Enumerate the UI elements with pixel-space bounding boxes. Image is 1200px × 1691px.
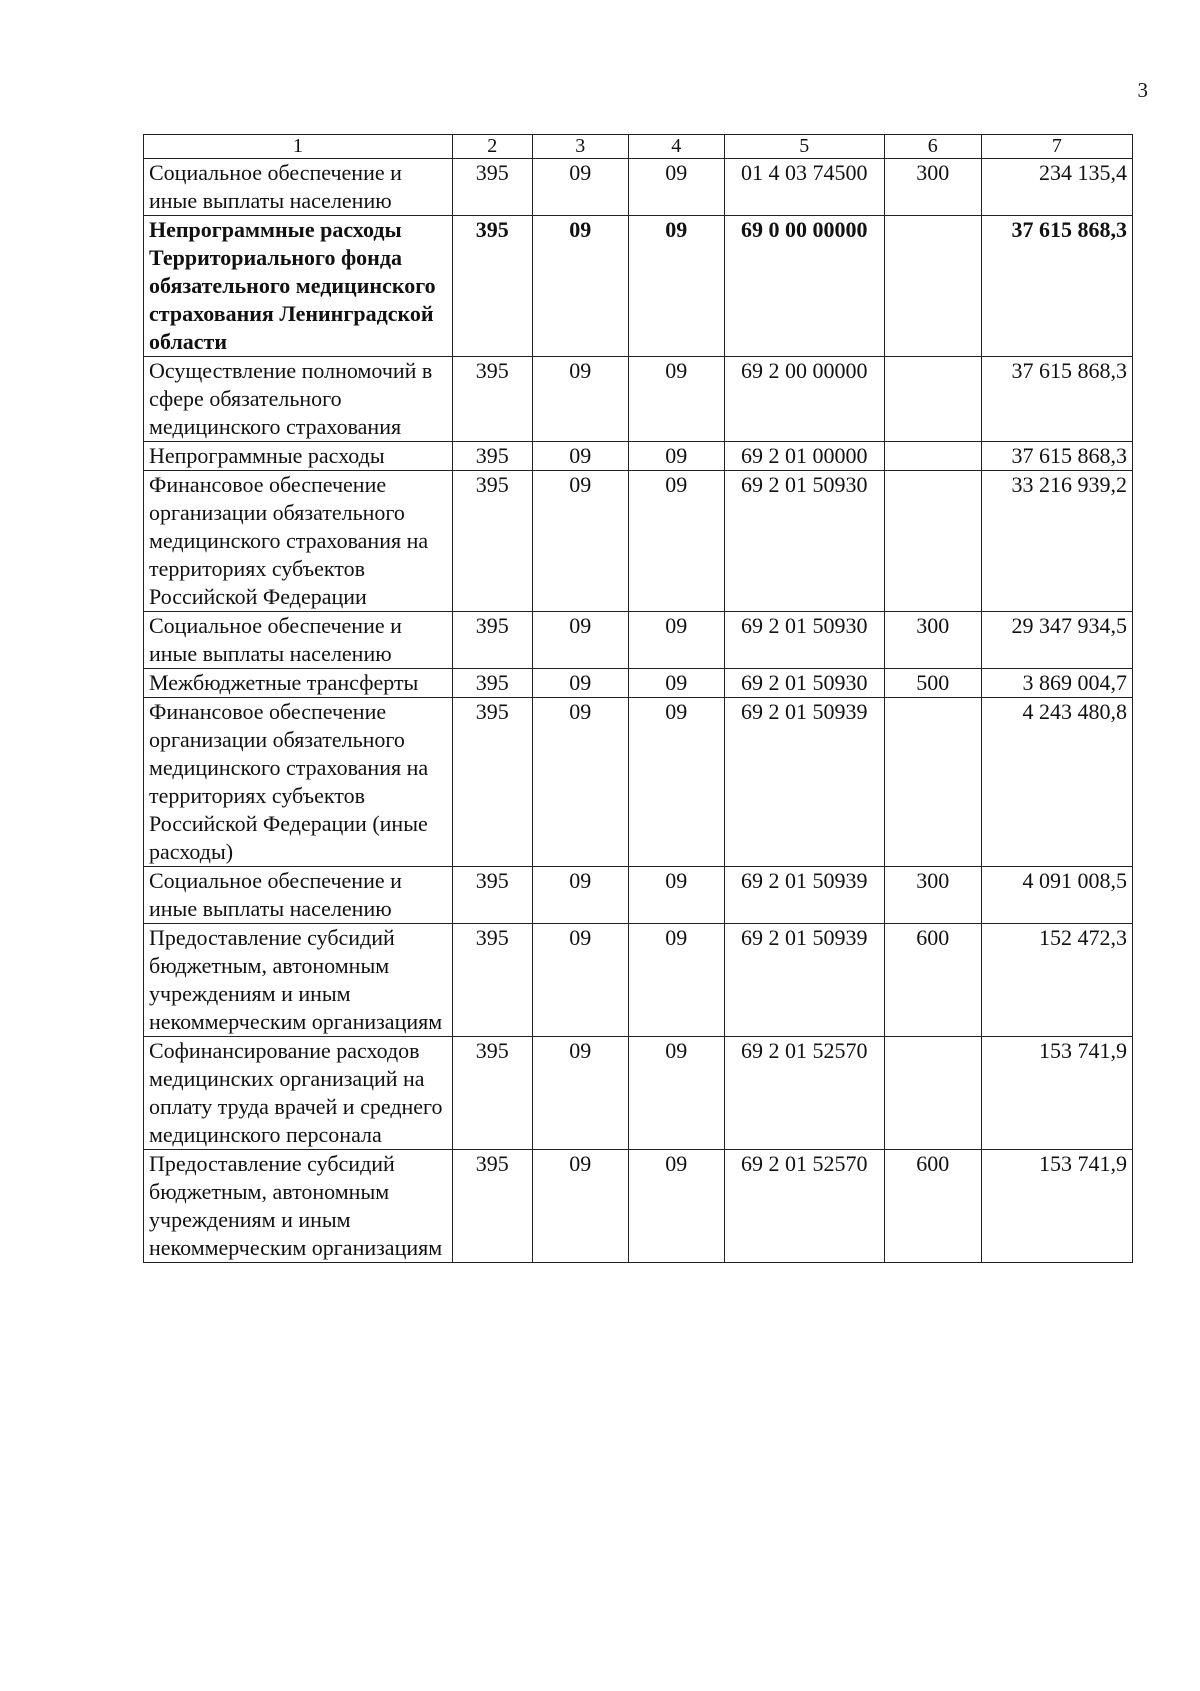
expense-type-cell xyxy=(884,216,981,357)
subsection-code-cell: 09 xyxy=(628,1150,724,1263)
table-row xyxy=(144,669,1133,698)
expense-name-cell: Финансовое обеспечение организации обязательного медицинского страхования на территориях субъектов Российской Федерации (иные расходы) xyxy=(144,698,453,867)
target-article-cell: 69 2 01 50939 xyxy=(724,698,884,867)
table-row xyxy=(144,442,1133,471)
column-header: 7 xyxy=(981,135,1132,159)
expense-type-cell xyxy=(884,357,981,442)
section-code-cell: 09 xyxy=(532,867,628,924)
amount-cell: 37 615 868,3 xyxy=(981,357,1132,442)
table-row xyxy=(144,1150,1133,1263)
department-code-cell: 395 xyxy=(452,471,532,612)
section-code-cell: 09 xyxy=(532,442,628,471)
expense-name-cell: Осуществление полномочий в сфере обязательного медицинского страхования xyxy=(144,357,453,442)
section-code-cell: 09 xyxy=(532,924,628,1037)
expense-name-cell: Социальное обеспечение и иные выплаты населению xyxy=(144,612,453,669)
department-code-cell: 395 xyxy=(452,216,532,357)
target-article-cell: 69 2 01 50930 xyxy=(724,669,884,698)
expense-name-cell: Непрограммные расходы Территориального фонда обязательного медицинского страхования Ленинградской области xyxy=(144,216,453,357)
table-row xyxy=(144,1037,1133,1150)
expense-type-cell: 500 xyxy=(884,669,981,698)
expense-type-cell xyxy=(884,471,981,612)
table-row xyxy=(144,216,1133,357)
department-code-cell: 395 xyxy=(452,1037,532,1150)
amount-cell: 3 869 004,7 xyxy=(981,669,1132,698)
expense-type-cell xyxy=(884,442,981,471)
department-code-cell: 395 xyxy=(452,867,532,924)
subsection-code-cell: 09 xyxy=(628,216,724,357)
department-code-cell: 395 xyxy=(452,669,532,698)
budget-table xyxy=(143,134,1133,1263)
table-header-row xyxy=(144,135,1133,159)
amount-cell: 37 615 868,3 xyxy=(981,442,1132,471)
table-row xyxy=(144,471,1133,612)
subsection-code-cell: 09 xyxy=(628,698,724,867)
expense-name-cell: Социальное обеспечение и иные выплаты населению xyxy=(144,159,453,216)
target-article-cell: 01 4 03 74500 xyxy=(724,159,884,216)
column-header: 1 xyxy=(144,135,453,159)
expense-type-cell: 300 xyxy=(884,867,981,924)
section-code-cell: 09 xyxy=(532,159,628,216)
column-header: 4 xyxy=(628,135,724,159)
target-article-cell: 69 2 01 50939 xyxy=(724,924,884,1037)
department-code-cell: 395 xyxy=(452,1150,532,1263)
expense-name-cell: Финансовое обеспечение организации обязательного медицинского страхования на территориях субъектов Российской Федерации xyxy=(144,471,453,612)
amount-cell: 4 091 008,5 xyxy=(981,867,1132,924)
column-header: 2 xyxy=(452,135,532,159)
department-code-cell: 395 xyxy=(452,159,532,216)
subsection-code-cell: 09 xyxy=(628,357,724,442)
department-code-cell: 395 xyxy=(452,612,532,669)
amount-cell: 37 615 868,3 xyxy=(981,216,1132,357)
expense-name-cell: Межбюджетные трансферты xyxy=(144,669,453,698)
expense-type-cell xyxy=(884,1037,981,1150)
target-article-cell: 69 0 00 00000 xyxy=(724,216,884,357)
expense-type-cell: 600 xyxy=(884,1150,981,1263)
subsection-code-cell: 09 xyxy=(628,669,724,698)
table-row xyxy=(144,924,1133,1037)
table-row xyxy=(144,698,1133,867)
amount-cell: 234 135,4 xyxy=(981,159,1132,216)
amount-cell: 33 216 939,2 xyxy=(981,471,1132,612)
target-article-cell: 69 2 01 50930 xyxy=(724,471,884,612)
department-code-cell: 395 xyxy=(452,442,532,471)
subsection-code-cell: 09 xyxy=(628,867,724,924)
expense-name-cell: Предоставление субсидий бюджетным, автономным учреждениям и иным некоммерческим организациям xyxy=(144,924,453,1037)
table-row xyxy=(144,867,1133,924)
expense-name-cell: Социальное обеспечение и иные выплаты населению xyxy=(144,867,453,924)
table-row xyxy=(144,612,1133,669)
expense-name-cell: Софинансирование расходов медицинских организаций на оплату труда врачей и среднего медицинского персонала xyxy=(144,1037,453,1150)
section-code-cell: 09 xyxy=(532,1037,628,1150)
section-code-cell: 09 xyxy=(532,1150,628,1263)
amount-cell: 29 347 934,5 xyxy=(981,612,1132,669)
subsection-code-cell: 09 xyxy=(628,612,724,669)
section-code-cell: 09 xyxy=(532,669,628,698)
table-row xyxy=(144,357,1133,442)
target-article-cell: 69 2 00 00000 xyxy=(724,357,884,442)
section-code-cell: 09 xyxy=(532,698,628,867)
section-code-cell: 09 xyxy=(532,216,628,357)
column-header: 6 xyxy=(884,135,981,159)
column-header: 5 xyxy=(724,135,884,159)
expense-type-cell: 300 xyxy=(884,612,981,669)
column-header: 3 xyxy=(532,135,628,159)
amount-cell: 152 472,3 xyxy=(981,924,1132,1037)
target-article-cell: 69 2 01 50939 xyxy=(724,867,884,924)
expense-type-cell xyxy=(884,698,981,867)
amount-cell: 153 741,9 xyxy=(981,1150,1132,1263)
expense-name-cell: Предоставление субсидий бюджетным, автономным учреждениям и иным некоммерческим организациям xyxy=(144,1150,453,1263)
expense-name-cell: Непрограммные расходы xyxy=(144,442,453,471)
department-code-cell: 395 xyxy=(452,924,532,1037)
amount-cell: 4 243 480,8 xyxy=(981,698,1132,867)
target-article-cell: 69 2 01 52570 xyxy=(724,1037,884,1150)
target-article-cell: 69 2 01 00000 xyxy=(724,442,884,471)
section-code-cell: 09 xyxy=(532,357,628,442)
subsection-code-cell: 09 xyxy=(628,159,724,216)
department-code-cell: 395 xyxy=(452,698,532,867)
amount-cell: 153 741,9 xyxy=(981,1037,1132,1150)
section-code-cell: 09 xyxy=(532,471,628,612)
expense-type-cell: 600 xyxy=(884,924,981,1037)
target-article-cell: 69 2 01 50930 xyxy=(724,612,884,669)
expense-type-cell: 300 xyxy=(884,159,981,216)
target-article-cell: 69 2 01 52570 xyxy=(724,1150,884,1263)
page-number: 3 xyxy=(1137,78,1148,102)
section-code-cell: 09 xyxy=(532,612,628,669)
table-row xyxy=(144,159,1133,216)
department-code-cell: 395 xyxy=(452,357,532,442)
subsection-code-cell: 09 xyxy=(628,1037,724,1150)
subsection-code-cell: 09 xyxy=(628,442,724,471)
subsection-code-cell: 09 xyxy=(628,471,724,612)
subsection-code-cell: 09 xyxy=(628,924,724,1037)
